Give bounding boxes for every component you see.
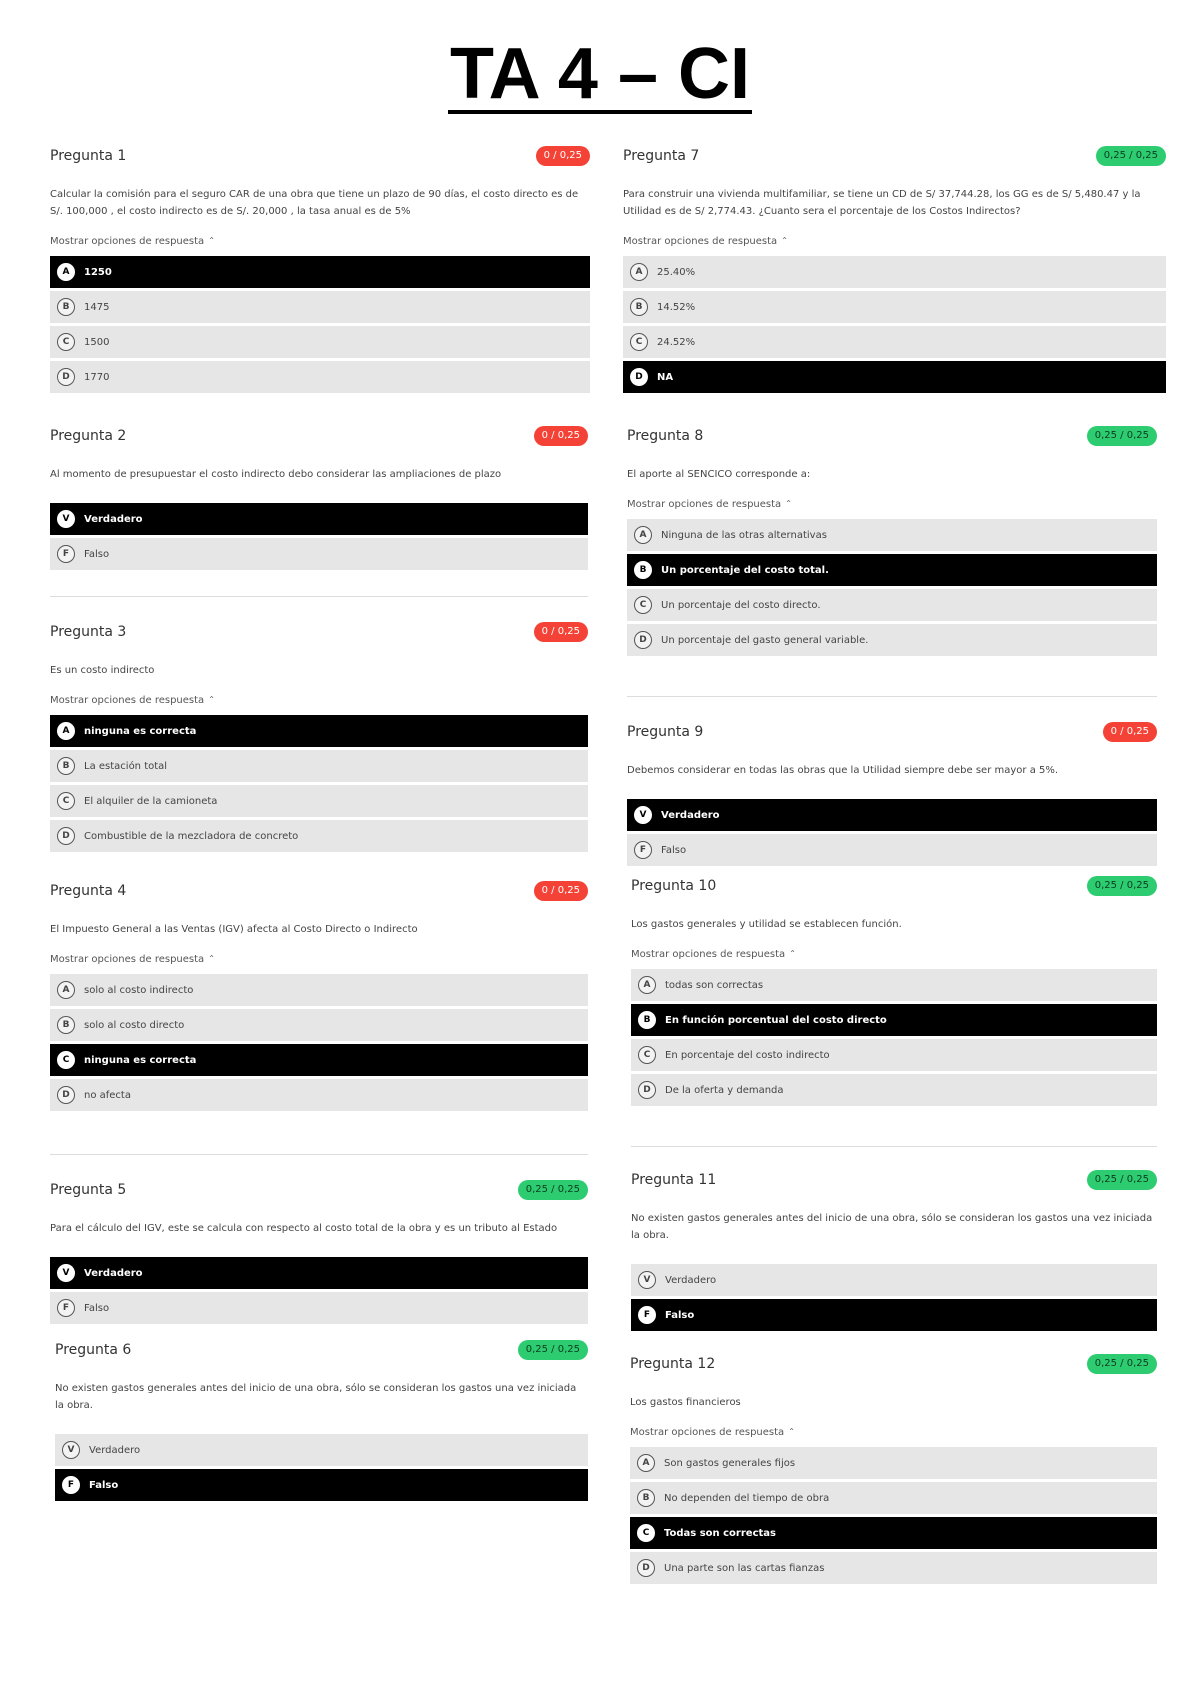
question-text: Para construir una vivienda multifamiliar, se tiene un CD de S/ 37,744.28, los GG es de S/ 5,480.47 y la Utilidad es de S/ 2,774.43. ¿Cuanto sera el porcentaje de los Costos Indirectos? [623,189,1141,217]
question-card [50,144,590,396]
question-header [50,424,588,448]
answer-option[interactable] [627,799,1157,831]
option-label: Falso [665,1309,695,1321]
option-label: ninguna es correcta [84,1054,197,1066]
question-header [631,874,1157,898]
answer-option[interactable] [630,1517,1157,1549]
answer-option[interactable] [55,1434,588,1466]
option-letter-icon: A [637,1454,655,1472]
option-letter-icon: D [57,368,75,386]
answer-option[interactable] [623,291,1166,323]
option-letter-icon: A [638,976,656,994]
option-letter-icon: D [57,1086,75,1104]
option-letter-icon: C [57,1051,75,1069]
answer-option[interactable] [630,1552,1157,1584]
question-text: Debemos considerar en todas las obras que la Utilidad siempre debe ser mayor a 5%. [627,765,1059,776]
show-options-toggle[interactable] [50,695,588,709]
question-title: Pregunta 7 [623,148,700,164]
answer-option[interactable] [50,820,588,852]
option-label: Verdadero [89,1444,141,1456]
question-title: Pregunta 6 [55,1342,132,1358]
answer-option[interactable] [50,1292,588,1324]
answer-option[interactable] [631,1264,1157,1296]
question-header [623,144,1166,168]
option-letter-icon: V [638,1271,656,1289]
question-card [50,620,588,855]
answer-option[interactable] [50,1009,588,1041]
question-title: Pregunta 11 [631,1172,717,1188]
answer-options [50,1257,588,1324]
question-header [50,1178,588,1202]
option-letter-icon: V [634,806,652,824]
score-badge: 0,25 / 0,25 [1087,876,1157,896]
option-label: Falso [89,1479,119,1491]
divider [627,696,1157,697]
question-text: Es un costo indirecto [50,665,155,676]
question-card [50,1178,588,1327]
option-label: El alquiler de la camioneta [84,795,218,807]
score-badge: 0,25 / 0,25 [1087,426,1157,446]
option-letter-icon: C [57,792,75,810]
question-text: No existen gastos generales antes del inicio de una obra, sólo se consideran los gastos una vez iniciada la obra. [55,1383,577,1411]
answer-option[interactable] [50,361,590,393]
show-options-label: Mostrar opciones de respuesta [50,236,205,247]
option-letter-icon: F [57,545,75,563]
show-options-toggle[interactable] [631,949,1157,963]
answer-options [50,715,588,852]
answer-options [50,256,590,393]
show-options-label: Mostrar opciones de respuesta [50,954,205,965]
option-label: solo al costo directo [84,1019,185,1031]
answer-options [627,519,1157,656]
option-label: Falso [84,548,110,560]
question-title: Pregunta 3 [50,624,127,640]
option-label: Verdadero [84,513,143,525]
option-letter-icon: V [57,510,75,528]
option-label: 25.40% [657,266,696,278]
option-label: Son gastos generales fijos [664,1457,796,1469]
answer-option[interactable] [50,750,588,782]
question-header [630,1352,1157,1376]
divider [50,1154,588,1155]
option-label: Una parte son las cartas fianzas [664,1562,825,1574]
question-title: Pregunta 8 [627,428,704,444]
option-letter-icon: D [638,1081,656,1099]
answer-option[interactable] [50,326,590,358]
answer-options [50,974,588,1111]
option-letter-icon: V [62,1441,80,1459]
answer-options [631,1264,1157,1331]
question-header [55,1338,588,1362]
option-letter-icon: F [634,841,652,859]
answer-options [630,1447,1157,1584]
answer-option[interactable] [631,1074,1157,1106]
option-label: Todas son correctas [664,1527,776,1539]
show-options-label: Mostrar opciones de respuesta [50,695,205,706]
option-letter-icon: B [57,757,75,775]
score-badge: 0,25 / 0,25 [1087,1354,1157,1374]
option-label: solo al costo indirecto [84,984,194,996]
option-letter-icon: C [638,1046,656,1064]
question-text: Los gastos generales y utilidad se establecen función. [631,919,902,930]
answer-option[interactable] [50,538,588,570]
option-letter-icon: D [634,631,652,649]
option-label: Verdadero [661,809,720,821]
score-badge: 0 / 0,25 [534,881,588,901]
answer-option[interactable] [627,554,1157,586]
answer-option[interactable] [627,624,1157,656]
option-letter-icon: C [637,1524,655,1542]
score-badge: 0,25 / 0,25 [518,1340,588,1360]
option-letter-icon: C [634,596,652,614]
chevron-up-icon: ⌃ [208,695,215,704]
answer-option[interactable] [50,1044,588,1076]
show-options-toggle[interactable] [630,1427,1157,1441]
question-card [627,424,1157,659]
question-card [55,1338,588,1504]
question-text: Al momento de presupuestar el costo indirecto debo considerar las ampliaciones de plazo [50,469,502,480]
question-header [627,720,1157,744]
score-badge: 0 / 0,25 [1103,722,1157,742]
option-label: En función porcentual del costo directo [665,1014,887,1026]
option-letter-icon: B [638,1011,656,1029]
question-card [631,1168,1157,1334]
option-label: 1475 [84,301,110,313]
option-label: Combustible de la mezcladora de concreto [84,830,299,842]
show-options-label: Mostrar opciones de respuesta [630,1427,785,1438]
question-header [50,144,590,168]
question-text: El aporte al SENCICO corresponde a: [627,469,811,480]
option-label: no afecta [84,1089,131,1101]
answer-option[interactable] [50,1257,588,1289]
divider [631,1146,1157,1147]
score-badge: 0 / 0,25 [534,622,588,642]
option-letter-icon: B [637,1489,655,1507]
option-label: Ninguna de las otras alternativas [661,529,827,541]
option-letter-icon: B [57,298,75,316]
answer-options [627,799,1157,866]
score-badge: 0 / 0,25 [536,146,590,166]
show-options-label: Mostrar opciones de respuesta [627,499,782,510]
option-label: Un porcentaje del costo total. [661,564,829,576]
option-letter-icon: A [57,263,75,281]
show-options-toggle[interactable] [627,499,1157,513]
question-card [630,1352,1157,1587]
show-options-toggle[interactable] [50,954,588,968]
answer-option[interactable] [627,589,1157,621]
answer-option[interactable] [631,1299,1157,1331]
answer-option[interactable] [630,1482,1157,1514]
chevron-up-icon: ⌃ [789,949,796,958]
answer-option[interactable] [631,1004,1157,1036]
answer-option[interactable] [50,256,590,288]
question-card [50,424,588,573]
option-label: En porcentaje del costo indirecto [665,1049,830,1061]
option-letter-icon: B [57,1016,75,1034]
question-card [623,144,1166,396]
question-title: Pregunta 4 [50,883,127,899]
option-label: Falso [661,844,687,856]
option-label: Un porcentaje del gasto general variable. [661,634,869,646]
chevron-up-icon: ⌃ [788,1427,795,1436]
option-letter-icon: C [630,333,648,351]
score-badge: 0,25 / 0,25 [1087,1170,1157,1190]
question-text: Los gastos financieros [630,1397,741,1408]
score-badge: 0 / 0,25 [534,426,588,446]
option-letter-icon: A [57,981,75,999]
option-label: todas son correctas [665,979,764,991]
option-label: Falso [84,1302,110,1314]
answer-options [55,1434,588,1501]
question-text: Para el cálculo del IGV, este se calcula con respecto al costo total de la obra y es un tributo al Estado [50,1223,558,1234]
answer-option[interactable] [623,256,1166,288]
option-label: Verdadero [84,1267,143,1279]
option-label: NA [657,371,674,383]
option-label: Un porcentaje del costo directo. [661,599,821,611]
option-letter-icon: A [634,526,652,544]
question-text: El Impuesto General a las Ventas (IGV) afecta al Costo Directo o Indirecto [50,924,418,935]
question-card [627,720,1157,869]
question-header [631,1168,1157,1192]
option-label: La estación total [84,760,168,772]
chevron-up-icon: ⌃ [781,236,788,245]
page-title: TA 4 – CI [449,34,751,114]
show-options-toggle[interactable] [623,236,1166,250]
answer-option[interactable] [50,785,588,817]
option-letter-icon: A [57,722,75,740]
question-title: Pregunta 12 [630,1356,716,1372]
option-label: Verdadero [665,1274,717,1286]
answer-option[interactable] [631,1039,1157,1071]
answer-options [631,969,1157,1106]
answer-options [50,503,588,570]
chevron-up-icon: ⌃ [208,236,215,245]
answer-option[interactable] [627,519,1157,551]
question-text: Calcular la comisión para el seguro CAR de una obra que tiene un plazo de 90 días, el costo directo es de S/. 100,000 , el costo indirecto es de S/. 20,000 , la tasa anual es de 5% [50,189,579,217]
answer-options [623,256,1166,393]
option-letter-icon: C [57,333,75,351]
divider [50,596,588,597]
option-letter-icon: F [638,1306,656,1324]
answer-option[interactable] [623,326,1166,358]
option-letter-icon: F [62,1476,80,1494]
question-header [627,424,1157,448]
chevron-up-icon: ⌃ [785,499,792,508]
option-letter-icon: B [630,298,648,316]
question-title: Pregunta 5 [50,1182,127,1198]
option-label: 1500 [84,336,110,348]
option-letter-icon: D [637,1559,655,1577]
show-options-toggle[interactable] [50,236,590,250]
answer-option[interactable] [55,1469,588,1501]
score-badge: 0,25 / 0,25 [518,1180,588,1200]
option-letter-icon: F [57,1299,75,1317]
question-title: Pregunta 10 [631,878,717,894]
option-letter-icon: B [634,561,652,579]
answer-option[interactable] [50,974,588,1006]
option-letter-icon: D [57,827,75,845]
answer-option[interactable] [50,715,588,747]
answer-option[interactable] [630,1447,1157,1479]
show-options-label: Mostrar opciones de respuesta [623,236,778,247]
option-label: De la oferta y demanda [665,1084,784,1096]
answer-option[interactable] [627,834,1157,866]
option-letter-icon: V [57,1264,75,1282]
question-header [50,879,588,903]
answer-option[interactable] [623,361,1166,393]
question-header [50,620,588,644]
question-card [50,879,588,1114]
answer-option[interactable] [631,969,1157,1001]
answer-option[interactable] [50,291,590,323]
question-text: No existen gastos generales antes del inicio de una obra, sólo se consideran los gastos una vez iniciada la obra. [631,1213,1153,1241]
option-letter-icon: A [630,263,648,281]
option-label: 1770 [84,371,110,383]
option-label: 24.52% [657,336,696,348]
answer-option[interactable] [50,503,588,535]
answer-option[interactable] [50,1079,588,1111]
show-options-label: Mostrar opciones de respuesta [631,949,786,960]
option-label: ninguna es correcta [84,725,197,737]
option-letter-icon: D [630,368,648,386]
question-title: Pregunta 1 [50,148,127,164]
option-label: No dependen del tiempo de obra [664,1492,830,1504]
option-label: 1250 [84,266,112,278]
question-title: Pregunta 9 [627,724,704,740]
question-title: Pregunta 2 [50,428,127,444]
chevron-up-icon: ⌃ [208,954,215,963]
question-card [631,874,1157,1109]
option-label: 14.52% [657,301,696,313]
score-badge: 0,25 / 0,25 [1096,146,1166,166]
